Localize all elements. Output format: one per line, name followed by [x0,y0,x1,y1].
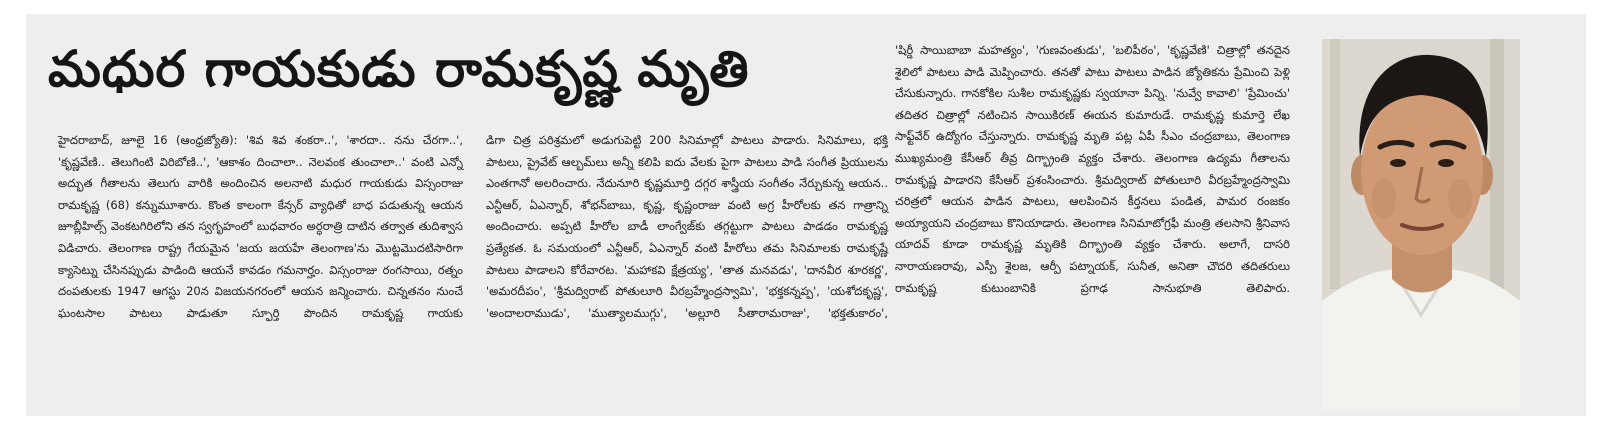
portrait-photo [1322,39,1520,411]
article-column-3: 'షిర్డీ సాయిబాబా మహత్యం', 'గుణవంతుడు', 'బలిపీఠం', 'కృష్ణవేణి' చిత్రాల్లో తనదైన శైలిలో పాటలు పాడి మెప్పించారు. తనతో పాటు పాటలు పాడిన జ్యోతికను ప్రేమించి పెళ్లి చేసుకున్నారు. గానకోకిల సుశీల రామకృష్ణకు స్వయానా పిన్ని. 'నువ్వే కావాలి' 'ప్రేమించు' తదితర చిత్రాల్లో నటించిన సాయికిరణ్ ఈయన కుమారుడే. రామకృష్ణ కుమార్తె లేఖ సాఫ్ట్‌వేర్ ఉద్యోగం చేస్తున్నారు. రామకృష్ణ మృతి పట్ల ఏపీ సీఎం చంద్రబాబు, తెలంగాణ ముఖ్యమంత్రి కేసీఆర్ తీవ్ర దిగ్భ్రాంతి వ్యక్తం చేశారు. తెలంగాణ ఉద్యమ గీతాలను రామకృష్ణ పాడారని కేసీఆర్ ప్రశంసించారు. శ్రీమద్విరాట్ పోతులూరి వీరబ్రహ్మేంద్రస్వామి చరిత్రలో ఆయన పాడిన పాటలు, ఆలపించిన కీర్తనలు పండిత, పామర రంజకం అయ్యాయని చంద్రబాబు కొనియాడారు. తెలంగాణ సినిమాటోగ్రఫీ మంత్రి తలసాని శ్రీనివాస యాదవ్ కూడా రామకృష్ణ మృతికి దిగ్భ్రాంతి వ్యక్తం చేశారు. అలాగే, దాసరి నారాయణరావు, ఎస్పీ శైలజ, ఆర్పీ పట్నాయక్, సునీత, అనితా చౌదరి తదితరులు రామకృష్ణ కుటుంబానికి ప్రగాఢ సానుభూతి తెలిపారు. [895,43,1290,295]
article-column-2: డిగా చిత్ర పరిశ్రమలో అడుగుపెట్టి 200 సినిమాల్లో పాటలు పాడారు. సినిమాలు, భక్తి పాటలు, ప్రైవేట్ ఆల్బమ్‌లు అన్నీ కలిపి ఐదు వేలకు పైగా పాటలు పాడి సంగీత ప్రియులను ఎంతగానో అలరించారు. నేదునూరి కృష్ణమూర్తి దగ్గర శాస్త్రీయ సంగీతం నేర్చుకున్న ఆయన.. ఎన్టీఆర్, ఏఎన్నార్, శోభన్‌బాబు, కృష్ణ, కృష్ణంరాజు వంటి అగ్ర హీరోలకు తన గాత్రాన్ని అందించారు. అప్పటి హీరోల బాడీ లాంగ్వేజ్‌కు తగ్గట్టుగా పాటలు పాడడం రామకృష్ణ ప్రత్యేకత. ఓ సమయంలో ఎన్టీఆర్, ఏఎన్నార్ వంటి హీరోలు తమ సినిమాలకు రామకృష్ణే పాటలు పాడాలని కోరేవారట. 'మహాకవి క్షేత్రయ్య', 'తాత మనవడు', 'దానవీర శూరకర్ణ', 'అమరదీపం', 'శ్రీమద్విరాట్ పోతులూరి వీరబ్రహ్మేంద్రస్వామి', 'భక్తకన్నప్ప', 'యశోదకృష్ణ', 'అందాలరాముడు', 'ముత్యాలముగ్గు', 'అల్లూరి సీతారామరాజు', 'భక్తతుకారం', [486,133,888,320]
headline: మధుర గాయకుడు రామకృష్ణ మృతి [48,40,750,98]
article-column-1: హైదరాబాద్, జూలై 16 (ఆంధ్రజ్యోతి): 'శివ శివ శంకరా..', 'శారదా.. నను చేరగా..', 'కృష్ణవేణి.. తెలుగింటి విరిబోణి..', 'ఆకాశం దించాలా.. నెలవంక తుంచాలా..' వంటి ఎన్నో అద్భుత గీతాలను తెలుగు వారికి అందించిన అలనాటి మధుర గాయకుడు విస్సంరాజు రామకృష్ణ (68) కన్నుమూశారు. కొంత కాలంగా కేన్సర్ వ్యాధితో బాధ పడుతున్న ఆయన జూబ్లీహిల్స్ వెంకటగిరిలోని తన స్వగృహంలో బుధవారం అర్ధరాత్రి దాటిన తర్వాత తుదిశ్వాస విడిచారు. తెలంగాణ రాష్ట్ర గేయమైన 'జయ జయహే తెలంగాణ'ను మొట్టమొదటిసారిగా క్యాసెట్ను చేసినప్పుడు పాడింది ఆయనే కావడం గమనార్హం. విస్సంరాజు రంగసాయి, రత్నం దంపతులకు 1947 ఆగస్టు 20న విజయనగరంలో ఆయన జన్మించారు. చిన్నతనం నుంచే ఘంటసాల పాటలు పాడుతూ స్ఫూర్తి పొందిన రామకృష్ణ గాయకు [58,133,463,320]
portrait-illustration [1322,39,1520,411]
